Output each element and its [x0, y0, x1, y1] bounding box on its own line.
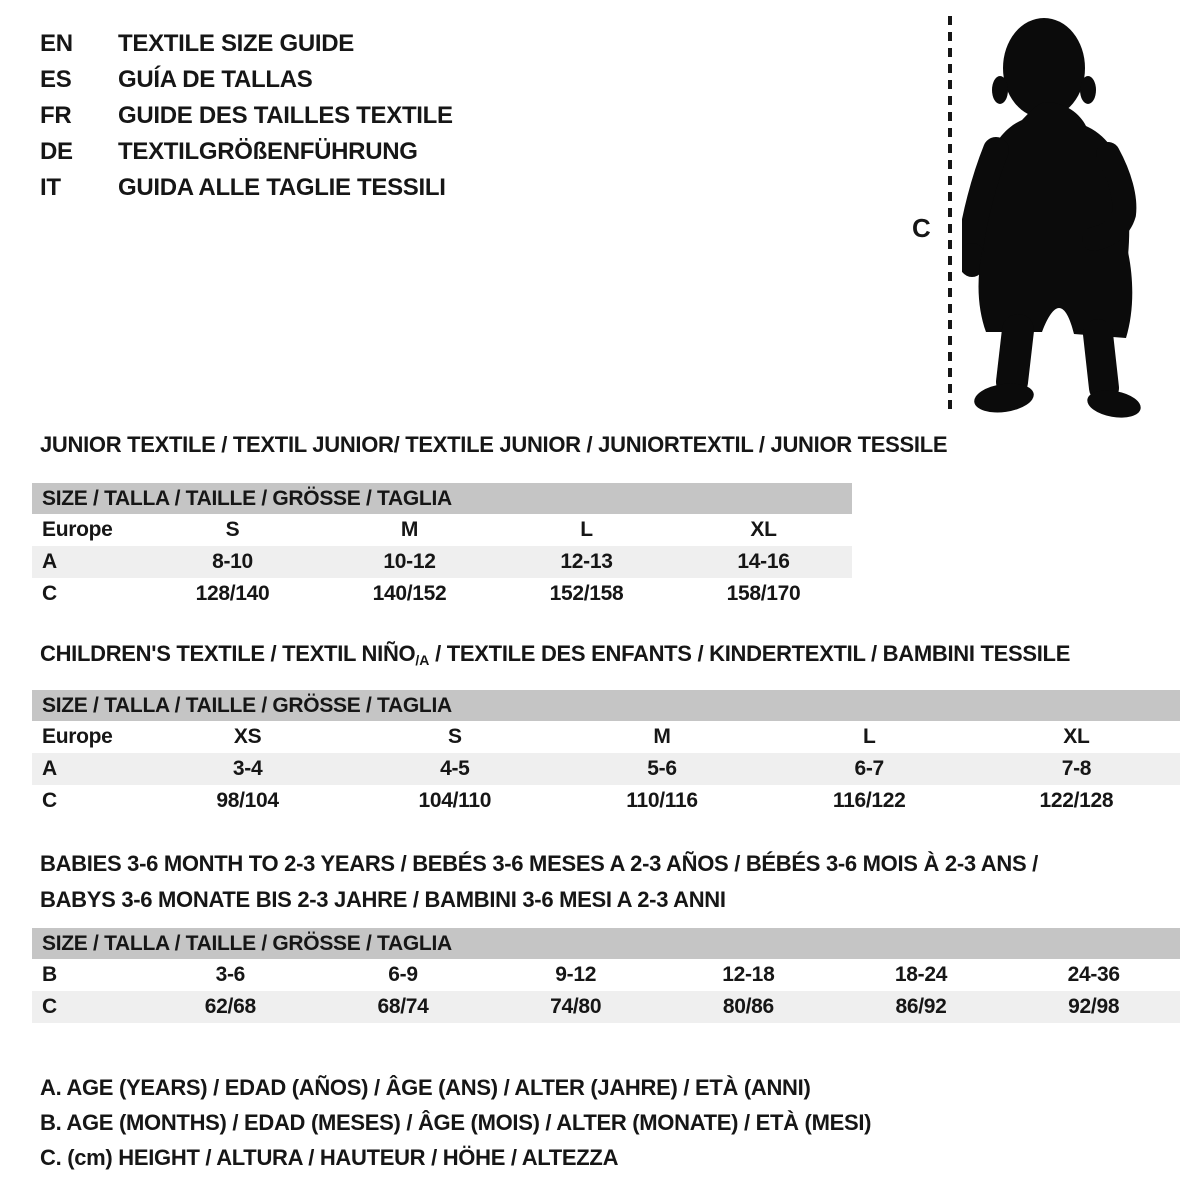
size-cell: XS — [233, 725, 262, 748]
size-header-bar: SIZE / TALLA / TAILLE / GRÖSSE / TAGLIA — [32, 928, 1180, 959]
toddler-silhouette-icon — [962, 14, 1150, 420]
children-size-table — [32, 690, 1180, 817]
size-cell: 74/80 — [550, 995, 602, 1018]
language-row — [40, 26, 453, 62]
size-header-bar: SIZE / TALLA / TAILLE / GRÖSSE / TAGLIA — [32, 690, 1180, 721]
table-row — [32, 514, 852, 546]
size-cell: 152/158 — [549, 582, 624, 605]
size-cell: 68/74 — [377, 995, 429, 1018]
size-cell: 6-9 — [388, 963, 418, 986]
size-cell: 110/116 — [626, 789, 698, 812]
language-row — [40, 62, 453, 98]
language-row — [40, 98, 453, 134]
measure-legend — [40, 1070, 871, 1175]
table-row — [32, 546, 852, 578]
row-label: Europe — [42, 725, 113, 748]
babies-title-line1: BABIES 3-6 MONTH TO 2-3 YEARS / BEBÉS 3-6 MESES A 2-3 AÑOS / BÉBÉS 3-6 MOIS À 2-3 ANS / — [40, 851, 1038, 876]
table-row — [32, 785, 1180, 817]
size-cell: 12-18 — [722, 963, 775, 986]
language-row — [40, 134, 453, 170]
language-guide-title: TEXTILE SIZE GUIDE — [118, 30, 354, 57]
row-label: A — [42, 757, 57, 780]
language-code: IT — [40, 174, 61, 201]
table-row — [32, 991, 1180, 1023]
junior-section-title: JUNIOR TEXTILE / TEXTIL JUNIOR/ TEXTILE JUNIOR / JUNIORTEXTIL / JUNIOR TESSILE — [40, 432, 948, 457]
size-cell: 80/86 — [722, 995, 774, 1018]
legend-line: C. (cm) HEIGHT / ALTURA / HAUTEUR / HÖHE / ALTEZZA — [40, 1144, 619, 1170]
size-cell: 5-6 — [647, 757, 677, 780]
size-cell: M — [400, 518, 419, 541]
size-cell: 128/140 — [195, 582, 270, 605]
size-cell: L — [580, 518, 593, 541]
junior-size-table — [32, 483, 852, 610]
size-cell: 12-13 — [560, 550, 613, 573]
size-cell: 92/98 — [1068, 995, 1120, 1018]
row-label: C — [42, 995, 57, 1018]
language-guide-title: GUÍA DE TALLAS — [118, 66, 313, 93]
size-cell: 18-24 — [894, 963, 948, 986]
table-row — [32, 578, 852, 610]
children-section-title: CHILDREN'S TEXTILE / TEXTIL NIÑO/A / TEXTILE DES ENFANTS / KINDERTEXTIL / BAMBINI TESSILE — [40, 641, 1071, 668]
legend-line: B. AGE (MONTHS) / EDAD (MESES) / ÂGE (MOIS) / ALTER (MONATE) / ETÀ (MESI) — [40, 1109, 872, 1135]
table-row — [32, 721, 1180, 753]
size-header-bar: SIZE / TALLA / TAILLE / GRÖSSE / TAGLIA — [32, 483, 852, 514]
size-cell: 14-16 — [737, 550, 790, 573]
height-measure-label: C — [912, 213, 931, 243]
size-cell: 9-12 — [555, 963, 597, 986]
size-cell: 4-5 — [440, 757, 470, 780]
babies-size-table — [32, 928, 1180, 1023]
size-cell: XL — [750, 518, 777, 541]
language-code: EN — [40, 30, 73, 57]
size-cell: 6-7 — [854, 757, 884, 780]
language-guide-title: GUIDA ALLE TAGLIE TESSILI — [118, 174, 446, 201]
size-cell: XL — [1063, 725, 1090, 748]
size-cell: 8-10 — [212, 550, 253, 573]
size-cell: 98/104 — [216, 789, 279, 812]
row-label: C — [42, 789, 57, 812]
size-cell: S — [447, 725, 462, 748]
size-cell: 104/110 — [418, 789, 492, 812]
language-code: DE — [40, 138, 73, 165]
height-measure-dashed-line — [948, 16, 952, 416]
size-cell: 158/170 — [726, 582, 801, 605]
language-list — [40, 26, 453, 206]
row-label: Europe — [42, 518, 113, 541]
size-cell: S — [225, 518, 240, 541]
size-cell: M — [653, 725, 671, 748]
language-code: FR — [40, 102, 72, 129]
size-cell: 7-8 — [1061, 757, 1092, 780]
row-label: A — [42, 550, 57, 573]
row-label: B — [42, 963, 57, 986]
nino-a-subscript: /A — [415, 652, 430, 668]
size-cell: 3-4 — [232, 757, 263, 780]
babies-title-line2: BABYS 3-6 MONATE BIS 2-3 JAHRE / BAMBINI 3-6 MESI A 2-3 ANNI — [40, 887, 726, 912]
row-label: C — [42, 582, 57, 605]
babies-section-title — [40, 846, 1038, 918]
size-cell: 62/68 — [204, 995, 256, 1018]
size-cell: 3-6 — [215, 963, 246, 986]
size-cell: 10-12 — [383, 550, 436, 573]
table-row — [32, 959, 1180, 991]
language-row — [40, 170, 453, 206]
size-cell: 86/92 — [895, 995, 947, 1018]
size-cell: 140/152 — [372, 582, 447, 605]
size-cell: 116/122 — [832, 789, 906, 812]
language-guide-title: GUIDE DES TAILLES TEXTILE — [118, 102, 453, 129]
language-guide-title: TEXTILGRÖßENFÜHRUNG — [118, 138, 418, 165]
legend-line: A. AGE (YEARS) / EDAD (AÑOS) / ÂGE (ANS) / ALTER (JAHRE) / ETÀ (ANNI) — [40, 1074, 811, 1100]
size-cell: 24-36 — [1067, 963, 1120, 986]
table-row — [32, 753, 1180, 785]
language-code: ES — [40, 66, 72, 93]
size-cell: L — [862, 725, 876, 748]
size-cell: 122/128 — [1039, 789, 1114, 812]
